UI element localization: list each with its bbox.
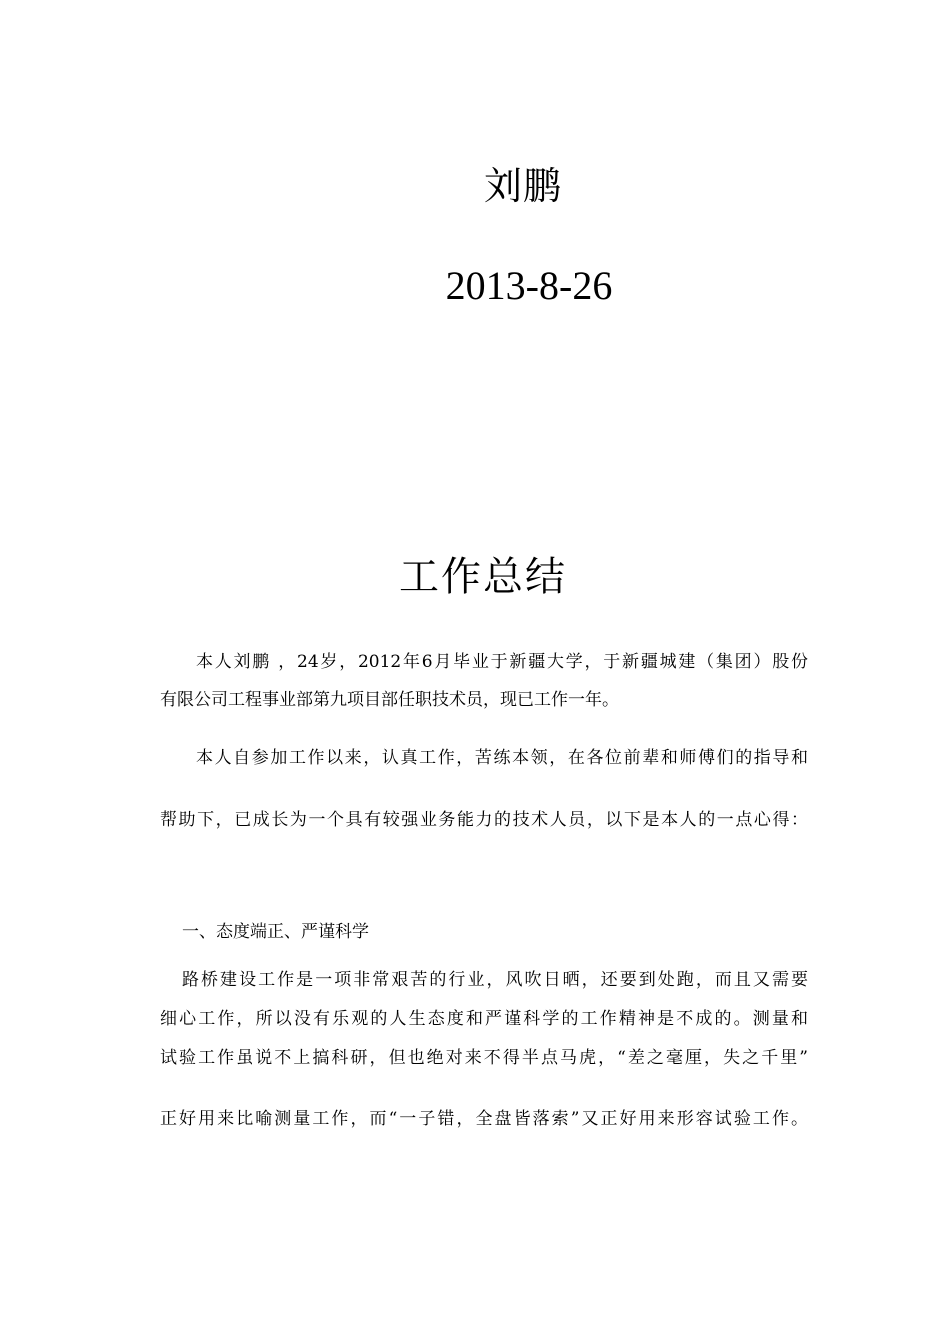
section-heading: 一、态度端正、严谨科学: [182, 922, 369, 942]
document-date: 2013-8-26: [445, 263, 613, 308]
intro-line-2: 有限公司工程事业部第九项目部任职技术员，现已工作一年。: [160, 690, 619, 710]
experience-line-2: 帮助下，已成长为一个具有较强业务能力的技术人员，以下是本人的一点心得：: [160, 810, 808, 830]
intro-line-1: 本人刘鹏 ，24岁，2012年6月毕业于新疆大学，于新疆城建（集团）股份: [196, 652, 808, 672]
section-line-2: 细心工作，所以没有乐观的人生态度和严谨科学的工作精神是不成的。测量和: [160, 1009, 808, 1029]
author-name: 刘鹏: [483, 164, 562, 208]
section-line-4: 正好用来比喻测量工作，而“一子错，全盘皆落索”又正好用来形容试验工作。: [160, 1109, 808, 1129]
document-title: 工作总结: [399, 554, 567, 600]
section-line-1: 路桥建设工作是一项非常艰苦的行业，风吹日晒，还要到处跑，而且又需要: [182, 970, 808, 990]
section-line-3: 试验工作虽说不上搞科研，但也绝对来不得半点马虎，“差之毫厘，失之千里”: [160, 1048, 808, 1068]
experience-line-1: 本人自参加工作以来，认真工作，苦练本领，在各位前辈和师傅们的指导和: [196, 748, 808, 768]
